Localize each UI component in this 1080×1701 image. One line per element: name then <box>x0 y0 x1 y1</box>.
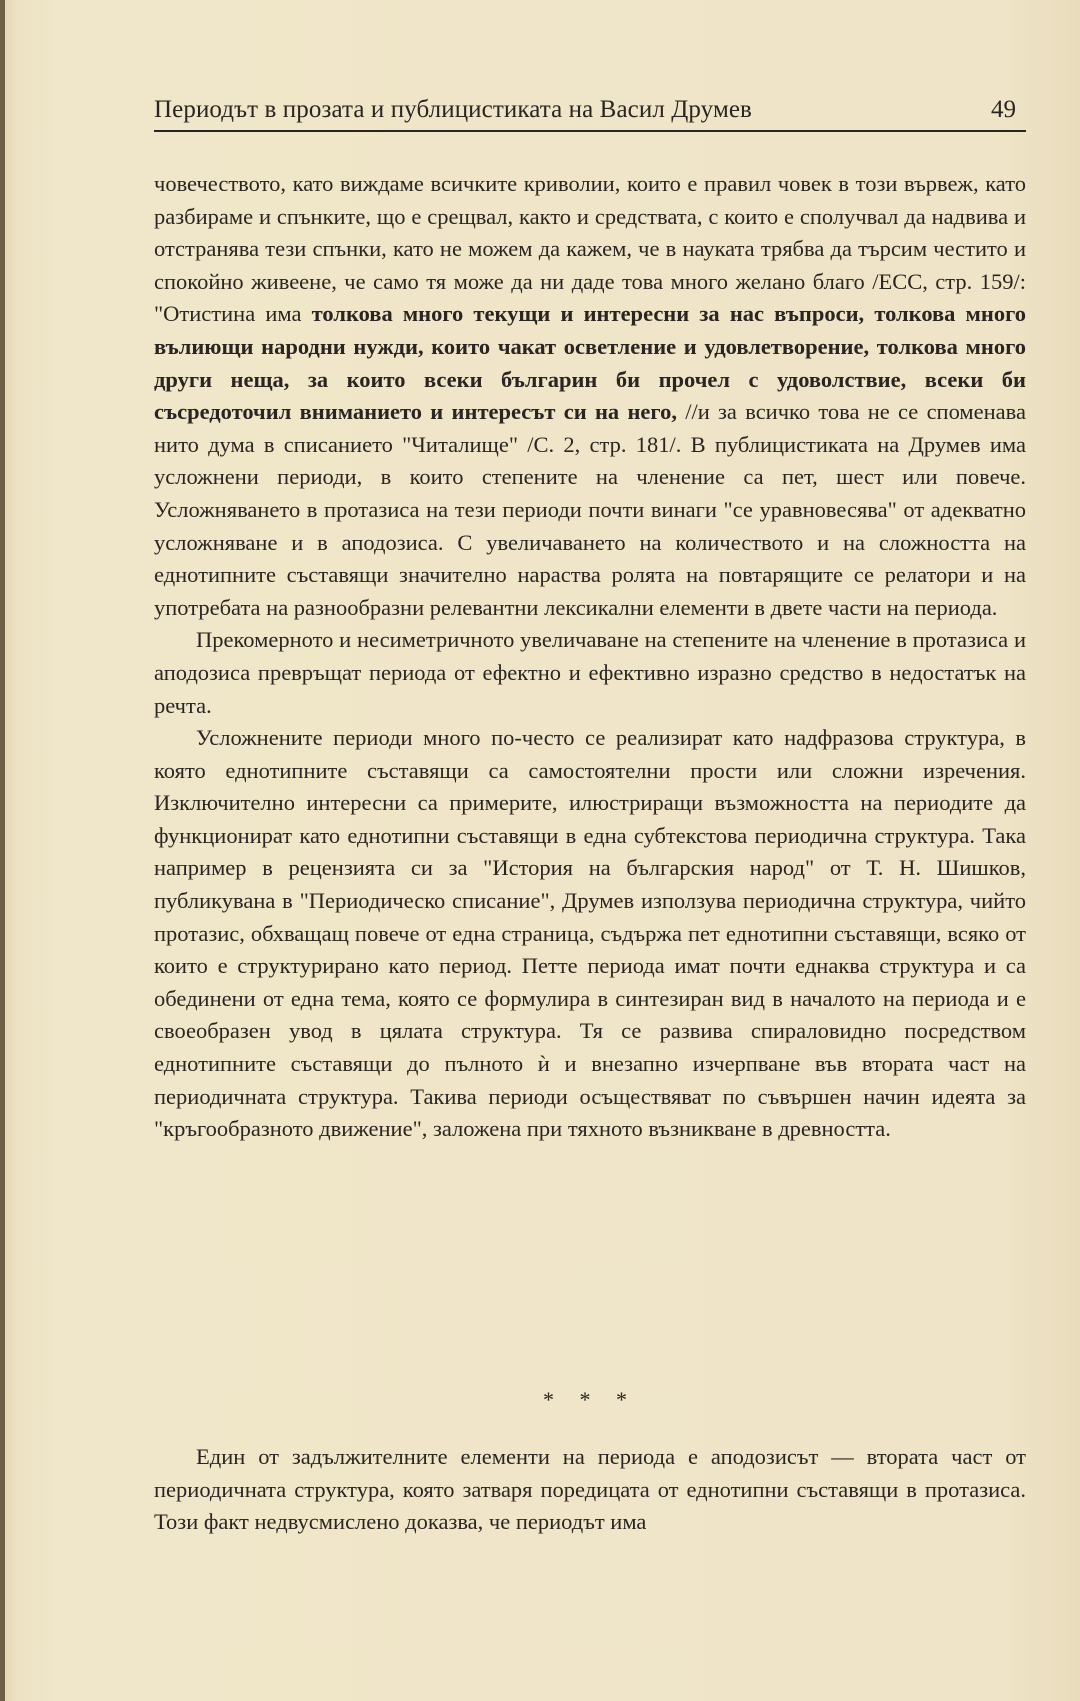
book-spine-edge <box>0 0 5 1701</box>
running-title: Периодът в прозата и публицистиката на Васил Друмев <box>154 96 752 123</box>
paragraph-2: Прекомерното и несиметричното увеличаване на степените на членение в протазиса и аподозиса превръщат периода от ефектно и ефективно изразно средство в недостатък на речта. <box>154 627 1026 718</box>
paragraph-3: Усложнените периоди много по-често се реализират като надфразова структура, в която еднотипните съставящи са самостоятелни прости или сложни изречения. Изключително интересни са примерите, илюстриращи възможността на периодите да функционират като еднотипни съставящи в една субтекстова периодична структура. Така например в рецензията си за "История на българския народ" от Т. Н. Шишков, публикувана в "Периодическо списание", Друмев използува периодична структура, чийто протазис, обхващащ повече от една страница, съдържа пет еднотипни съставящи, всяко от които е структурирано като период. Петте периода имат почти еднаква структура и са обединени от една тема, която се формулира в синтезиран вид в началото на периода и е своеобразен увод в цялата структура. Тя се развива спираловидно посредством еднотипните съставящи до пълното ѝ и внезапно изчерпване във втората част на периодичната структура. Такива периоди осъществяват по съвършен начин идеята за "кръгообразното движение", заложена при тяхното възникване в древността. <box>154 725 1026 1142</box>
body-text <box>154 168 1026 1146</box>
final-text <box>154 1441 1026 1539</box>
page-number: 49 <box>991 96 1016 123</box>
paragraph-1-regular: човечеството, като виждаме всичките криволии, които е правил човек в този вървеж, като разбираме и спънките, що е срещвал, както и средствата, с които е сполучвал да надвива и отстранява тези спънки, като не можем да кажем, че в науката трябва да търсим честито и спокойно живеене, че само тя може да ни даде това много желано благо /ЕСС, стр. 159/: "Отистина има <box>154 171 1026 327</box>
header-rule <box>154 130 1026 132</box>
paragraph-1 <box>154 168 1026 624</box>
paragraph-1-quote-bold: толкова много текущи и интересни за нас въпроси, толкова много вълиющи народни нужди, които чакат осветление и удовлетворение, толкова много други неща, за които всеки българин би прочел с удоволствие, всеки би съсредоточил вниманието и интересът си на него, <box>154 301 1027 425</box>
paragraph-4: Един от задължителните елементи на периода е аподозисът — втората част от периодичната структура, която затваря поредицата от еднотипни съставящи в протазиса. Този факт недвусмислено доказва, че периодът има <box>154 1444 1026 1535</box>
paragraph-1-tail: //и за всичко това не се споменава нито дума в списанието "Читалище" /С. 2, стр. 181/. В публицистиката на Друмев има усложнени периоди, в които степените на членение са пет, шест или повече. Усложняването в протазиса на тези периоди почти винаги "се уравновесява" от адекватно усложняване и в аподозиса. С увеличаването на количеството и на сложността на еднотипните съставящи значително нараства ролята на повтарящите се релатори и на употребата на разнообразни релевантни лексикални елементи в двете части на периода. <box>154 399 1026 620</box>
page-header <box>154 92 1026 132</box>
section-separator: * * * <box>543 1387 637 1412</box>
